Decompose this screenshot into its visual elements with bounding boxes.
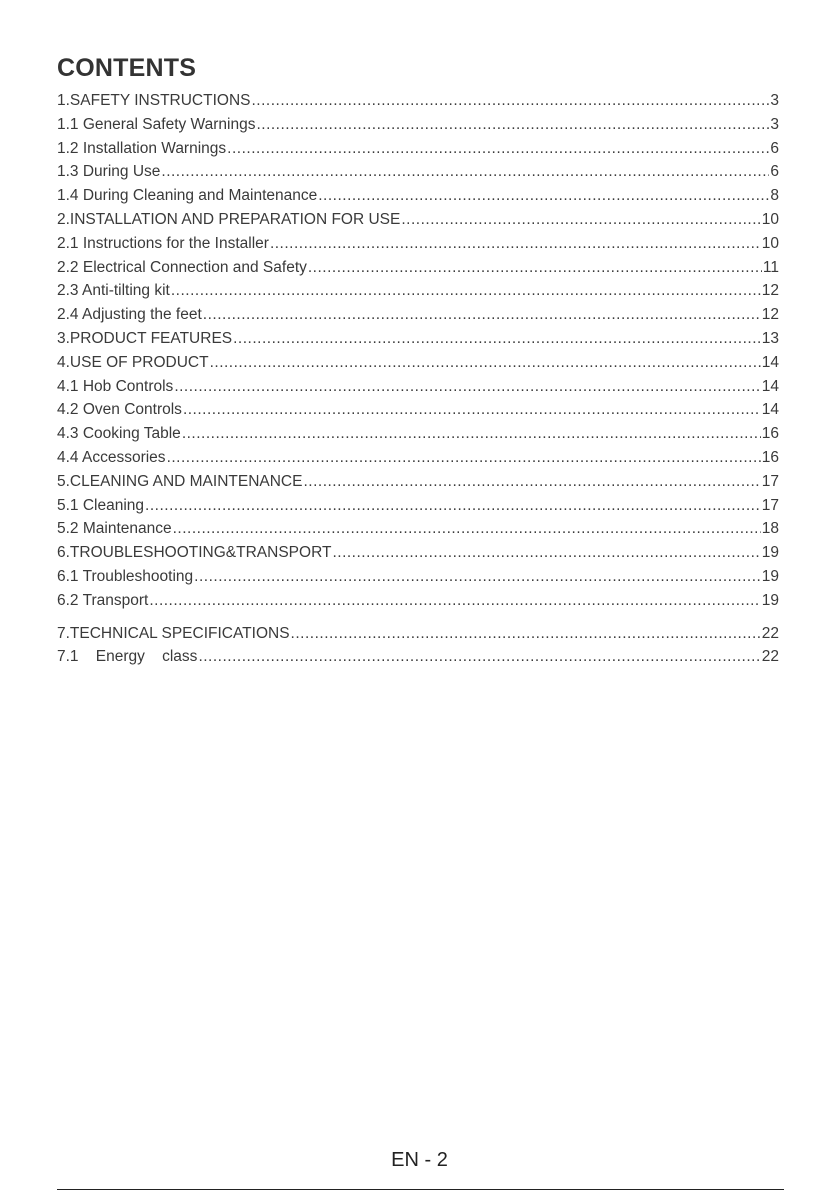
toc-entry-label: 7.1 Energy class bbox=[57, 648, 198, 666]
toc-dot-leader bbox=[145, 494, 761, 518]
toc-entry[interactable] bbox=[57, 494, 779, 518]
toc-entry-page: 3 bbox=[770, 92, 779, 109]
toc-dot-leader bbox=[194, 565, 761, 589]
toc-dot-leader bbox=[252, 89, 770, 113]
toc-dot-leader bbox=[182, 422, 761, 446]
toc-entry-page: 14 bbox=[761, 377, 779, 395]
toc-entry-page: 22 bbox=[761, 624, 779, 642]
toc-dot-leader bbox=[183, 398, 761, 422]
toc-entry[interactable] bbox=[57, 470, 779, 494]
toc-dot-leader bbox=[161, 160, 769, 184]
toc-entry-page: 16 bbox=[761, 425, 779, 443]
toc-entry-page: 14 bbox=[761, 353, 779, 371]
toc-entry-page: 13 bbox=[761, 329, 779, 347]
toc-entry[interactable] bbox=[57, 89, 779, 113]
page-title: CONTENTS bbox=[57, 54, 197, 82]
toc-dot-leader bbox=[149, 589, 760, 613]
toc-entry-label: 6.TROUBLESHOOTING&TRANSPORT bbox=[57, 544, 332, 562]
toc-entry-page: 3 bbox=[770, 115, 779, 133]
toc-entry[interactable] bbox=[57, 327, 779, 351]
toc-entry-page: 12 bbox=[761, 306, 779, 324]
toc-entry-page: 19 bbox=[761, 591, 779, 609]
toc-entry-page: 19 bbox=[761, 544, 779, 562]
toc-entry-page: 10 bbox=[761, 210, 779, 228]
toc-dot-leader bbox=[318, 184, 769, 208]
toc-entry-page: 10 bbox=[761, 234, 779, 252]
toc-dot-leader bbox=[174, 375, 760, 399]
toc-entry[interactable] bbox=[57, 565, 779, 589]
toc-entry-label: 6.1 Troubleshooting bbox=[57, 567, 194, 585]
toc-entry[interactable] bbox=[57, 303, 779, 327]
toc-dot-leader bbox=[227, 137, 769, 161]
toc-entry-page: 6 bbox=[770, 139, 779, 157]
toc-entry[interactable] bbox=[57, 256, 779, 280]
toc-dot-leader bbox=[173, 517, 761, 541]
toc-dot-leader bbox=[308, 256, 762, 280]
toc-dot-leader bbox=[401, 208, 760, 232]
toc-entry-page: 11 bbox=[762, 258, 779, 276]
toc-entry[interactable] bbox=[57, 184, 779, 208]
toc-entry-label: 4.4 Accessories bbox=[57, 448, 166, 466]
toc-entry-label: 2.INSTALLATION AND PREPARATION FOR USE bbox=[57, 210, 401, 228]
toc-entry-page: 8 bbox=[770, 187, 779, 205]
toc-entry-page: 16 bbox=[761, 448, 779, 466]
toc-entry-label: 1.4 During Cleaning and Maintenance bbox=[57, 187, 318, 205]
toc-entry[interactable] bbox=[57, 622, 779, 646]
toc-entry-page: 22 bbox=[761, 648, 779, 666]
toc-entry-page: 17 bbox=[761, 496, 779, 514]
toc-entry[interactable] bbox=[57, 375, 779, 399]
toc-entry-label: 4.2 Oven Controls bbox=[57, 401, 182, 419]
page-number: EN - 2 bbox=[391, 1149, 448, 1171]
toc-entry-page: 14 bbox=[761, 401, 779, 419]
toc-entry-page: 6 bbox=[770, 163, 779, 181]
toc-dot-leader bbox=[270, 232, 761, 256]
toc-entry[interactable] bbox=[57, 589, 779, 613]
toc-entry[interactable] bbox=[57, 398, 779, 422]
toc-dot-leader bbox=[210, 351, 761, 375]
toc-dot-leader bbox=[203, 303, 761, 327]
toc-entry-label: 6.2 Transport bbox=[57, 591, 149, 609]
toc-entry-label: 4.1 Hob Controls bbox=[57, 377, 174, 395]
toc-entry[interactable] bbox=[57, 422, 779, 446]
toc-dot-leader bbox=[303, 470, 760, 494]
toc-entry[interactable] bbox=[57, 541, 779, 565]
toc-dot-leader bbox=[256, 113, 769, 137]
toc-entry-label: 2.1 Instructions for the Installer bbox=[57, 234, 269, 252]
toc-entry-page: 12 bbox=[761, 282, 779, 300]
toc-entry-page: 17 bbox=[761, 472, 779, 490]
toc-entry-label: 2.4 Adjusting the feet bbox=[57, 306, 202, 324]
toc-entry-label: 5.CLEANING AND MAINTENANCE bbox=[57, 472, 303, 490]
toc-dot-leader bbox=[233, 327, 761, 351]
toc-entry-label: 3.PRODUCT FEATURES bbox=[57, 329, 233, 347]
toc-entry-label: 1.SAFETY INSTRUCTIONS bbox=[57, 92, 251, 109]
footer-divider bbox=[57, 1189, 784, 1190]
toc-entry[interactable] bbox=[57, 645, 779, 669]
toc-entry-label: 5.1 Cleaning bbox=[57, 496, 145, 514]
toc-entry-label: 2.3 Anti-tilting kit bbox=[57, 282, 170, 300]
toc-dot-leader bbox=[198, 645, 760, 669]
toc-entry-page: 19 bbox=[761, 567, 779, 585]
toc-entry-page: 18 bbox=[761, 520, 779, 538]
toc-entry[interactable] bbox=[57, 160, 779, 184]
toc-entry-label: 2.2 Electrical Connection and Safety bbox=[57, 258, 307, 276]
toc-entry[interactable] bbox=[57, 137, 779, 161]
toc-entry-label: 1.3 During Use bbox=[57, 163, 161, 181]
toc-entry[interactable] bbox=[57, 351, 779, 375]
toc-entry[interactable] bbox=[57, 446, 779, 470]
toc-entry[interactable] bbox=[57, 517, 779, 541]
toc-dot-leader bbox=[291, 622, 761, 646]
toc-entry[interactable] bbox=[57, 279, 779, 303]
toc-entry-label: 4.3 Cooking Table bbox=[57, 425, 181, 443]
toc-entry[interactable] bbox=[57, 113, 779, 137]
table-of-contents bbox=[57, 89, 779, 669]
toc-dot-leader bbox=[332, 541, 760, 565]
toc-dot-leader bbox=[167, 446, 761, 470]
toc-dot-leader bbox=[171, 279, 761, 303]
toc-entry-label: 5.2 Maintenance bbox=[57, 520, 172, 538]
toc-entry-label: 4.USE OF PRODUCT bbox=[57, 353, 209, 371]
toc-entry[interactable] bbox=[57, 232, 779, 256]
toc-entry[interactable] bbox=[57, 208, 779, 232]
toc-entry-label: 1.2 Installation Warnings bbox=[57, 139, 227, 157]
toc-entry-label: 7.TECHNICAL SPECIFICATIONS bbox=[57, 624, 290, 642]
toc-entry-label: 1.1 General Safety Warnings bbox=[57, 115, 256, 133]
